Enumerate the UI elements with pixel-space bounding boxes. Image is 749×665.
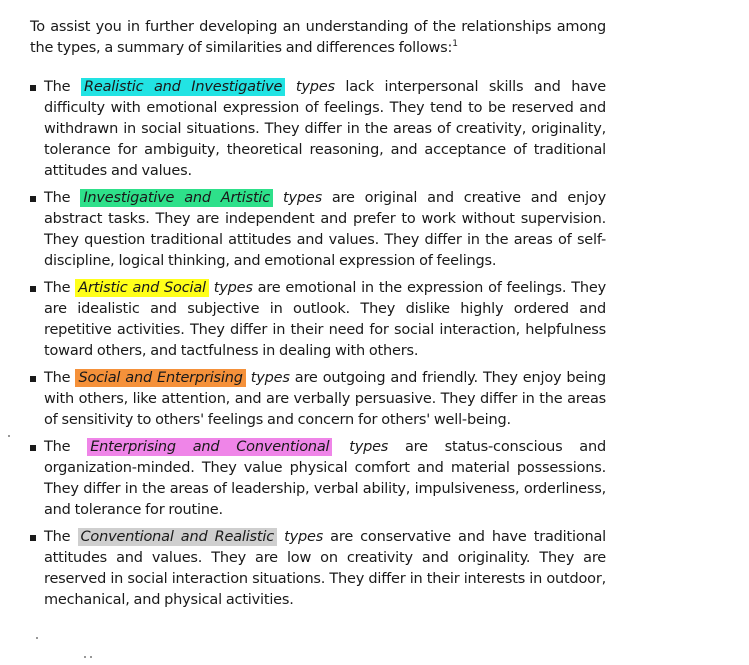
highlight-artistic-social: Artistic and Social [75,279,209,297]
scan-speck [90,656,92,658]
item-prefix: The [44,529,71,545]
types-word: types [295,79,335,95]
type-pair-list [30,77,606,611]
item-body: are status-conscious and organization-minded. They value physical comfort and material possessions. They differ in the areas of leadership, verbal ability, impulsiveness, orderliness, and tolerance for routine. [44,439,606,518]
scan-speck [8,435,10,437]
item-body: lack interpersonal skills and have difficulty with emotional expression of feelings. They tend to be reserved and withdrawn in social situations. They differ in the areas of creativity, originality, tolerance for ambiguity, theoretical reasoning, and acceptance of traditional attitudes and values. [44,79,606,179]
highlight-social-enterprising: Social and Enterprising [75,369,245,387]
intro-text: To assist you in further developing an understanding of the relationships among the types, a summary of similarities and differences follows: [30,19,606,56]
highlight-conventional-realistic: Conventional and Realistic [78,528,277,546]
highlight-investigative-artistic: Investigative and Artistic [80,189,273,207]
footnote-marker: 1 [452,39,458,50]
highlight-realistic-investigative: Realistic and Investigative [81,78,285,96]
bullet-icon [30,196,36,202]
bullet-icon [30,535,36,541]
bullet-icon [30,286,36,292]
item-prefix: The [44,280,71,296]
list-item-conventional-realistic [30,527,606,611]
bullet-icon [30,376,36,382]
item-prefix: The [44,370,71,386]
document-page [30,17,606,617]
list-item-realistic-investigative [30,77,606,182]
list-item-enterprising-conventional [30,437,606,521]
intro-paragraph [30,17,606,59]
item-body: are original and creative and enjoy abstract tasks. They are independent and prefer to work without supervision. They question traditional attitudes and values. They differ in the areas of self-discipline, logical thinking, and emotional expression of feelings. [44,190,606,269]
item-body: are conservative and have traditional attitudes and values. They are low on creativity and originality. They are reserved in social interaction situations. They differ in their interests in outdoor, mechanical, and physical activities. [44,529,606,608]
item-prefix: The [44,439,71,455]
list-item-social-enterprising [30,368,606,431]
list-item-investigative-artistic [30,188,606,272]
types-word: types [213,280,253,296]
item-body: are emotional in the expression of feelings. They are idealistic and subjective in outlook. They dislike highly ordered and repetitive activities. They differ in their need for social interaction, helpfulness toward others, and tactfulness in dealing with others. [44,280,606,359]
bullet-icon [30,445,36,451]
list-item-artistic-social [30,278,606,362]
types-word: types [282,190,322,206]
item-prefix: The [44,190,71,206]
item-prefix: The [44,79,71,95]
scan-speck [36,637,38,639]
types-word: types [284,529,324,545]
highlight-enterprising-conventional: Enterprising and Conventional [87,438,332,456]
item-body: are outgoing and friendly. They enjoy being with others, like attention, and are verbally persuasive. They differ in the areas of sensitivity to others' feelings and concern for others' well-being. [44,370,606,428]
scan-speck [84,656,86,658]
bullet-icon [30,85,36,91]
types-word: types [349,439,389,455]
types-word: types [250,370,290,386]
